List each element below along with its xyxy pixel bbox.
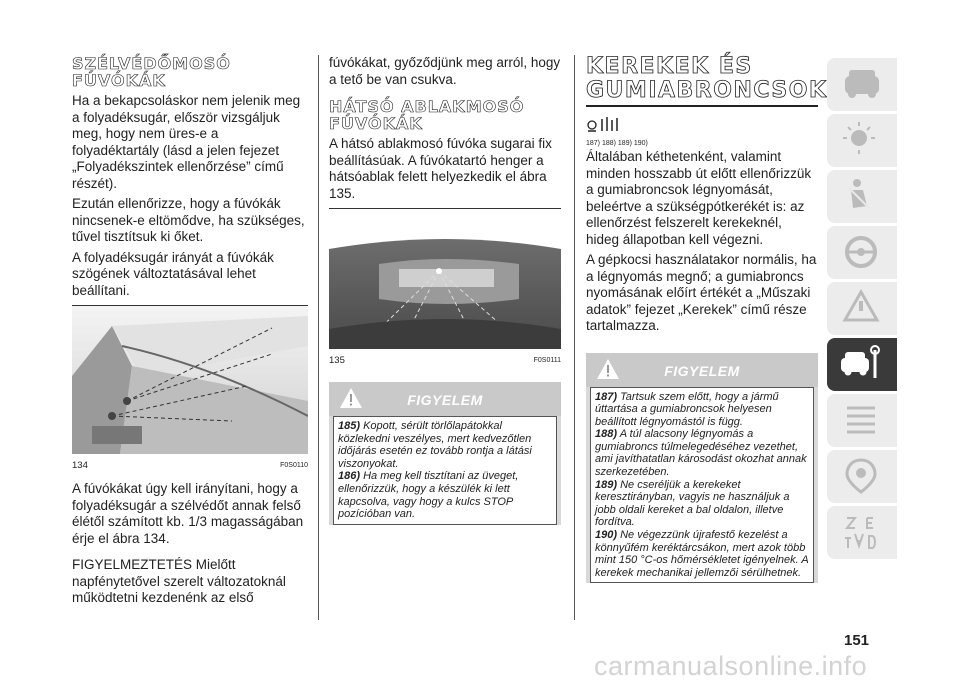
figure-134: [72, 305, 308, 471]
chapter-heading: KEREKEK ÉS GUMIABRONCSOK: [586, 54, 828, 103]
section-heading: HÁTSÓ ABLAKMOSÓ FÚVÓKÁK: [329, 97, 525, 133]
warning-item-number: 185): [338, 420, 361, 432]
paragraph: A folyadéksugár irányát a fúvókák szögének változtatásával lehet beállítani.: [72, 249, 274, 298]
figure-number: 135: [329, 355, 345, 366]
paragraph: Ha a bekapcsoláskor nem jelenik meg a folyadéksugár, először vizsgáljuk meg, hogy nem üres-e a folyadéktartály (lásd a jelen fejezet „Folyadékszintek ellenőrzése” című részét).: [72, 93, 301, 191]
car-dashboard-icon: [839, 64, 885, 104]
figure-number: 134: [72, 460, 88, 471]
warning-header: [329, 382, 561, 416]
reference-numbers: 187) 188) 189) 190): [586, 140, 648, 147]
column-3: [586, 54, 828, 587]
paragraph: A hátsó ablakmosó fúvóka sugarai fix beállításúak. A fúvókatartó henger a hátsóablak felett helyezkedik el ábra 135.: [329, 136, 552, 201]
warning-item-number: 190): [595, 529, 618, 542]
warning-item-text: Ha meg kell tisztítani az üveget, ellenőrizzük, hogy a készülék ki lett kapcsolva, vagy hogy a kulcs STOP pozícióban van.: [338, 470, 519, 521]
section-heading: SZÉLVÉDŐMOSÓ FÚVÓKÁK: [72, 54, 231, 90]
warning-item: [595, 391, 809, 429]
warning-lights-icon: [839, 120, 885, 160]
warning-box: [329, 382, 561, 525]
warning-item-number: 188): [595, 428, 618, 441]
tab-safety[interactable]: [827, 170, 897, 223]
tab-index[interactable]: [827, 506, 897, 559]
tab-multimedia[interactable]: [827, 450, 897, 503]
warning-body: [333, 416, 557, 525]
paragraph: A fúvókákat úgy kell irányítani, hogy a folyadéksugár a szélvédőt annak felső élétől számított kb. 1/3 magasságában érje el ábra 134.: [72, 481, 304, 546]
paragraph: Ezután ellenőrizze, hogy a fúvókák nincsenek-e eltömődve, ha szükséges, tűvel tisztítsuk ki őket.: [72, 196, 305, 244]
tab-warning-lights[interactable]: [827, 114, 897, 167]
figure-caption: [329, 354, 561, 366]
warning-item-number: 189): [595, 478, 618, 491]
rear-washer-illustration: [329, 209, 561, 354]
warning-item-number: 187): [595, 390, 618, 403]
figure-code: F0S0111: [533, 357, 561, 364]
warning-item: [595, 529, 809, 579]
warning-item: [338, 420, 552, 470]
figure-code: F0S0110: [280, 462, 308, 469]
warning-item-text: Ne végezzünk újrafestő kezelést a könnyűfém keréktárcsákon, mert azok több mint 150 °C-os hőmérsékletet igényelnek. A kerekek mechanikai jellemzői sérülhetnek.: [595, 529, 809, 579]
chapter-tabs: [827, 58, 897, 562]
car-maintenance-icon: [839, 344, 885, 384]
alphabetical-index-icon: [839, 512, 885, 552]
tab-dashboard[interactable]: [827, 58, 897, 111]
tab-driving[interactable]: [827, 226, 897, 279]
paragraph: Általában kéthetenként, valamint minden hosszabb út előtt ellenőrizzük a gumiabroncsok légnyomását, beleértve a szükségpótkerékét is: az ellenőrzést felszerelt kerekeknél, hideg állapotban kell végezni.: [586, 149, 812, 247]
warning-item-number: 186): [338, 470, 361, 483]
windshield-washer-illustration: [72, 306, 308, 459]
figure-caption: [72, 459, 308, 471]
paragraph: fúvókákat, győződjünk meg arról, hogy a tető be van csukva.: [329, 55, 561, 87]
seat-safety-icon: [839, 176, 885, 216]
warning-item-text: Tartsuk szem előtt, hogy a jármű úttartása a gumiabroncsok helyesen beállított légnyomástól is függ.: [595, 390, 779, 428]
warning-item-text: Ne cseréljük a kerekeket keresztirányban, vagyis ne használjuk a jobb oldali kereket a bal oldalon, illetve fordítva.: [595, 478, 790, 529]
column-divider: [318, 55, 319, 620]
warning-body: [590, 387, 814, 584]
warning-item: [595, 428, 809, 478]
warning-item-text: Kopott, sérült törlőlapátokkal közlekedni veszélyes, mert kedvezőtlen időjárás esetén ez tovább rontja a látási viszonyokat.: [338, 420, 532, 470]
warning-title: FIGYELEM: [407, 392, 483, 408]
warning-item: [595, 479, 809, 529]
page-number: 151: [844, 632, 870, 649]
steering-wheel-icon: [839, 232, 885, 272]
tyre-pressure-icon: [586, 113, 626, 133]
warning-title: FIGYELEM: [664, 362, 740, 379]
multimedia-icon: [839, 456, 885, 496]
watermark-text: carmanualsonline.info: [594, 651, 868, 681]
paragraph: A gépkocsi használatakor normális, ha a légnyomás megnő; a gumiabroncs nyomásának előírt értékét a „Műszaki adatok” fejezet „Kerekek” című része tartalmazza.: [586, 252, 817, 333]
figure-135: [329, 208, 561, 366]
column-divider: [574, 55, 575, 620]
heading-rule: [586, 105, 818, 107]
warning-box: [586, 353, 818, 584]
paragraph: FIGYELMEZTETÉS Mielőtt napfénytetővel szerelt változatoknál működtetni kezdenénk az első: [72, 557, 286, 605]
warning-item: [338, 470, 552, 520]
road-emergency-icon: [839, 288, 885, 328]
warning-header: [586, 353, 818, 387]
column-1: [72, 55, 308, 611]
warning-item-text: A túl alacsony légnyomás a gumiabroncs túlmelegedéséhez vezethet, ami javíthatatlan károsodást okozhat annak szerkezetében.: [595, 428, 807, 479]
column-2: [329, 55, 561, 529]
tab-technical-data[interactable]: [827, 394, 897, 447]
tab-maintenance[interactable]: [827, 338, 897, 391]
tab-emergency[interactable]: [827, 282, 897, 335]
technical-data-icon: [839, 400, 885, 440]
